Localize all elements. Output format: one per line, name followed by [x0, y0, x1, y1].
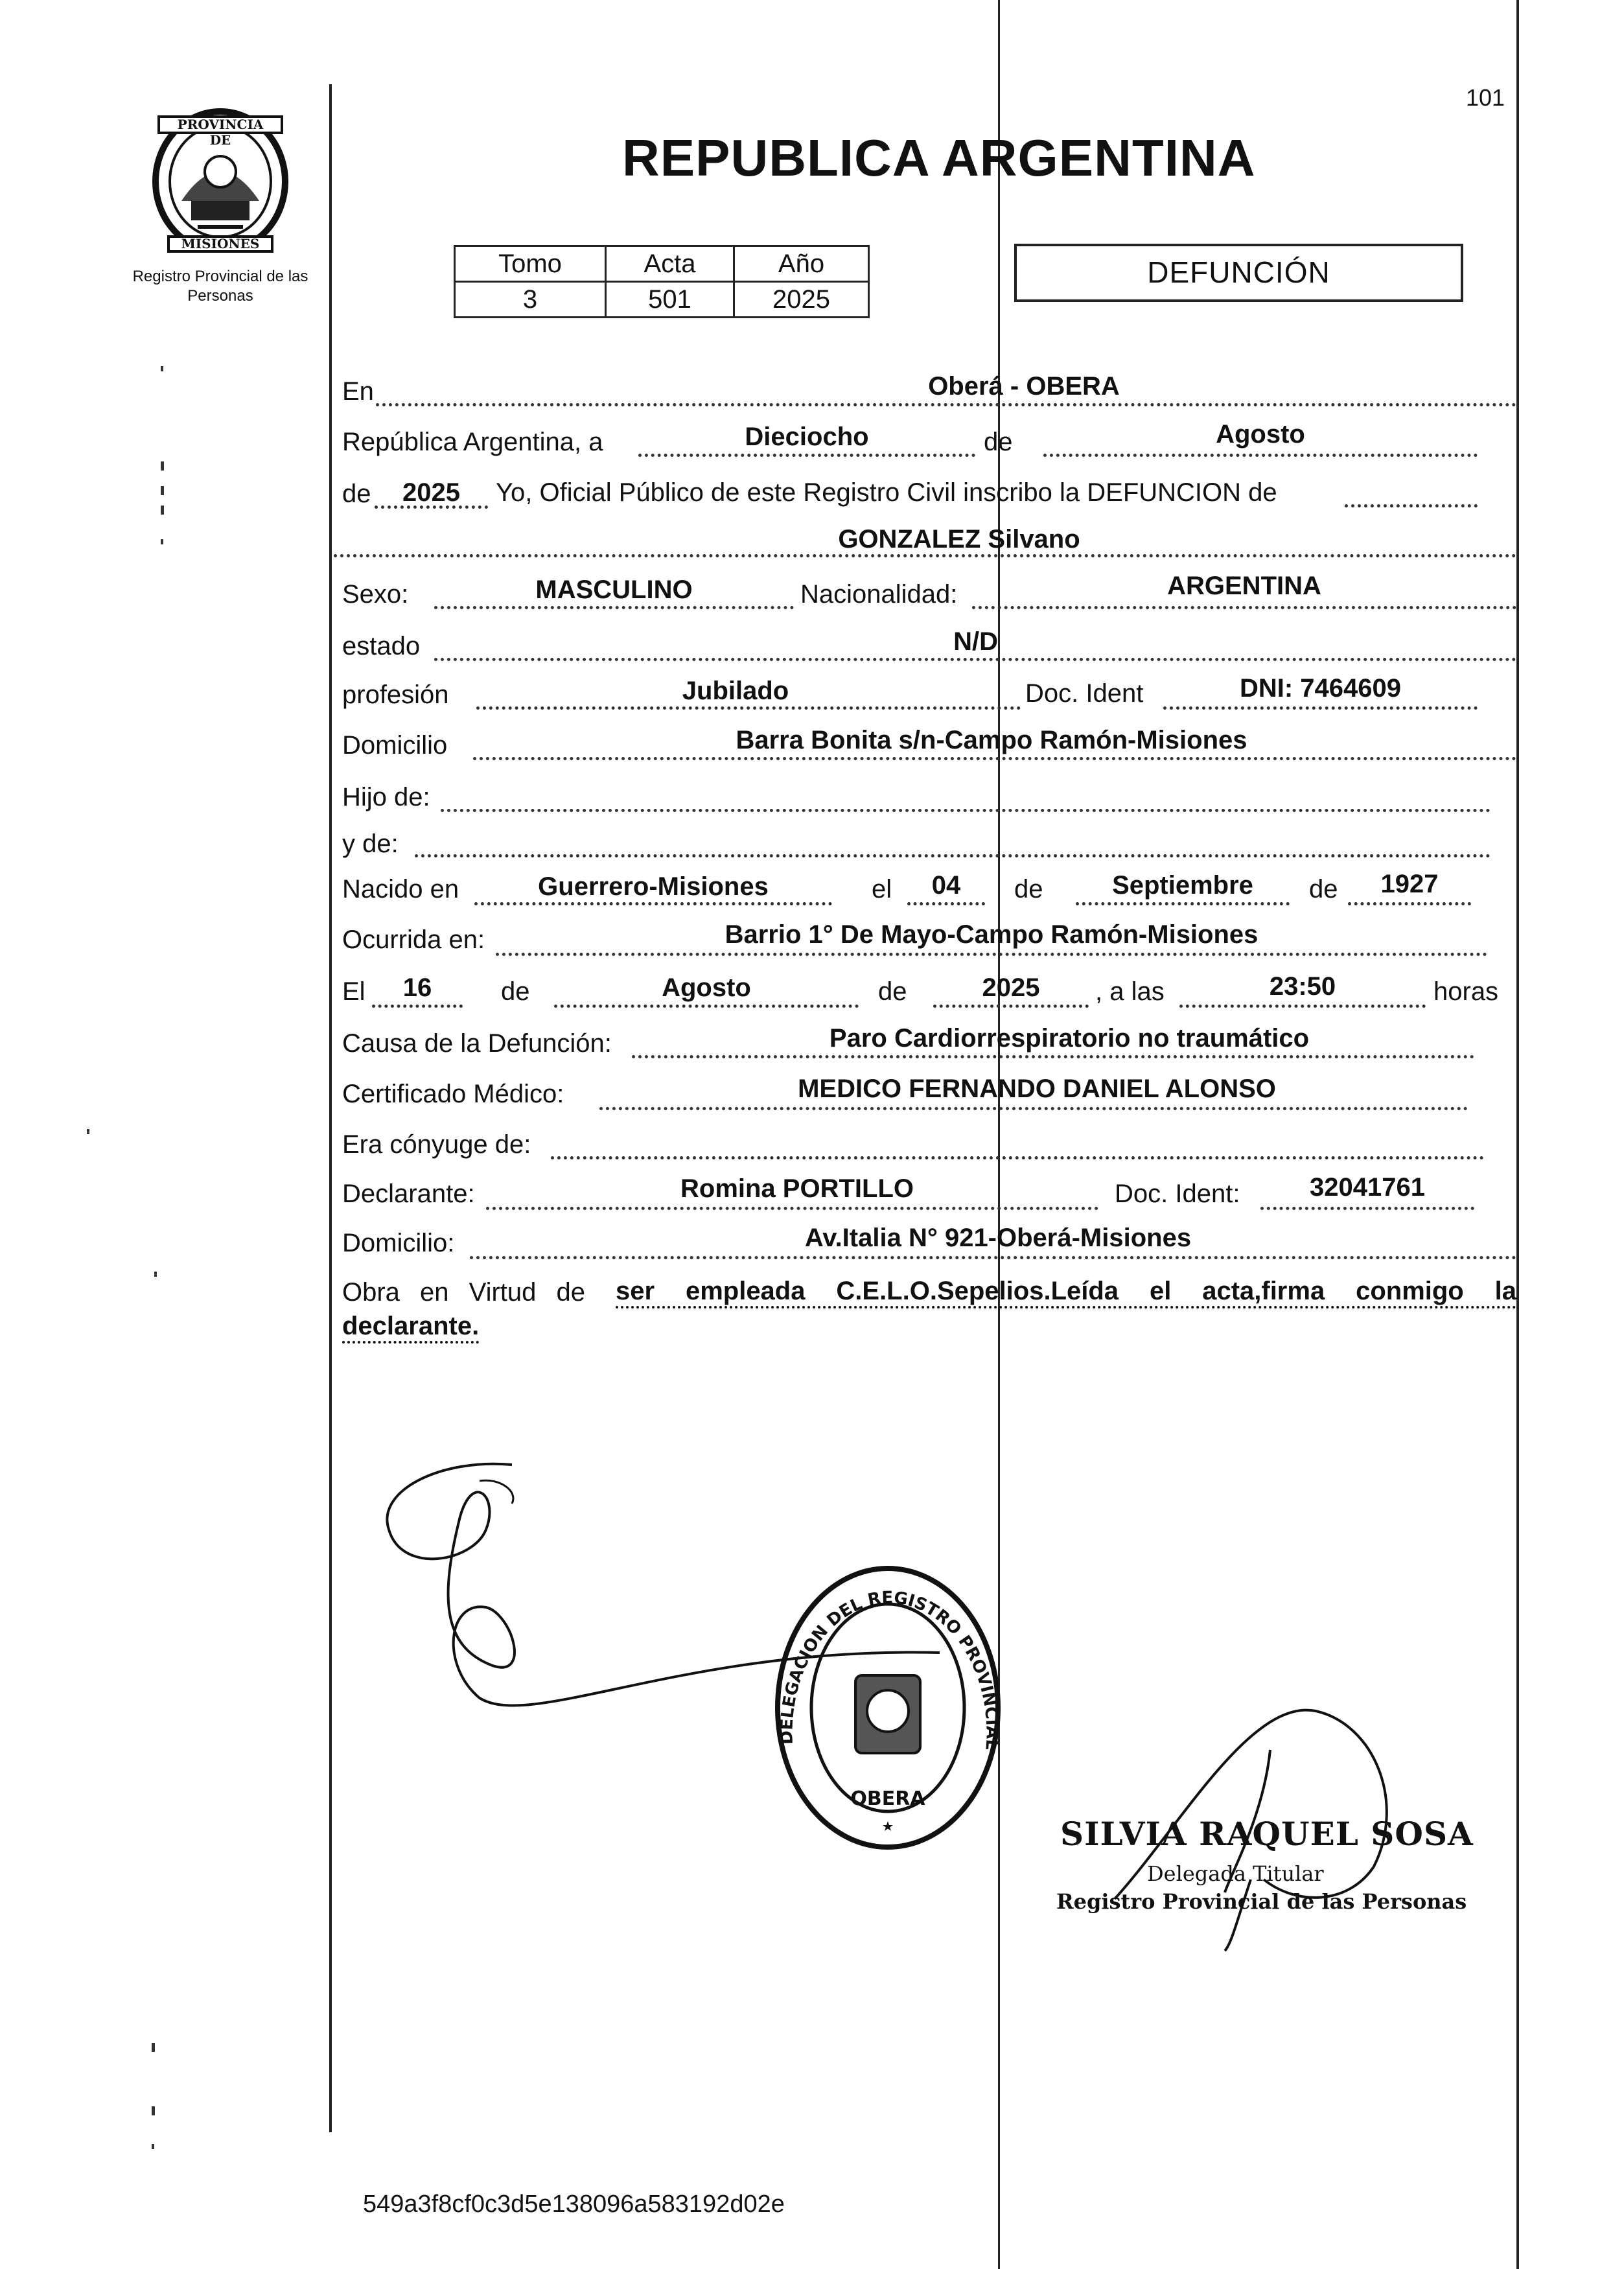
- domicilio-value: Barra Bonita s/n-Campo Ramón-Misiones: [736, 726, 1247, 754]
- declarante-label: Declarante:: [342, 1180, 475, 1208]
- hijo-label: Hijo de:: [342, 783, 430, 811]
- nacido-label: Nacido en: [342, 875, 459, 903]
- nacido-de1-label: de: [1014, 875, 1043, 903]
- estado-value: N/D: [953, 627, 998, 656]
- de2-label: de: [342, 480, 371, 508]
- muerte-hora-dotted-line: [1179, 1005, 1426, 1008]
- registry-value-tomo: 3: [455, 282, 606, 318]
- sexo-label: Sexo:: [342, 580, 409, 609]
- scan-mark: [152, 2144, 154, 2149]
- logo-caption: Registro Provincial de las Personas: [132, 268, 308, 305]
- registry-header-tomo: Tomo: [455, 246, 606, 282]
- deceased-name: GONZALEZ Silvano: [838, 525, 1080, 553]
- province-logo: [146, 104, 295, 253]
- inscribo-text: Yo, Oficial Público de este Registro Civil inscribo la DEFUNCION de: [496, 478, 1277, 507]
- conyuge-dotted-line: [551, 1156, 1484, 1159]
- registry-value-anio: 2025: [734, 282, 869, 318]
- el2-label: El: [342, 977, 365, 1006]
- domicilio2-value: Av.Italia N° 921-Oberá-Misiones: [804, 1224, 1192, 1252]
- muerte-de2-label: de: [878, 977, 907, 1006]
- nacido-mes-dotted-line: [1076, 902, 1290, 905]
- obra-value-line2-text: declarante.: [342, 1312, 480, 1340]
- nacido-mes-value: Septiembre: [1112, 871, 1253, 900]
- muerte-mes-value: Agosto: [662, 973, 751, 1002]
- profesion-value: Jubilado: [682, 677, 789, 705]
- registrar-org: Registro Provincial de las Personas: [1056, 1889, 1467, 1914]
- registry-stamp-icon: [771, 1562, 1004, 1854]
- year-value: 2025: [402, 478, 460, 507]
- alas-label: , a las: [1095, 977, 1165, 1006]
- causa-label: Causa de la Defunción:: [342, 1029, 612, 1058]
- muerte-mes-dotted-line: [554, 1005, 859, 1008]
- official-stamp: [771, 1562, 1004, 1854]
- scan-mark: [152, 2106, 155, 2115]
- month-value: Agosto: [1216, 420, 1305, 448]
- registry-table: [454, 245, 870, 318]
- nacido-de2-label: de: [1309, 875, 1338, 903]
- en-dotted-line: [376, 403, 1516, 406]
- declarante-value: Romina PORTILLO: [680, 1174, 914, 1203]
- doc-ident2-dotted-line: [1260, 1207, 1474, 1210]
- sexo-dotted-line: [434, 606, 794, 609]
- nacido-anio-dotted-line: [1348, 902, 1471, 905]
- ocurrida-value: Barrio 1° De Mayo-Campo Ramón-Misiones: [725, 920, 1259, 949]
- causa-value: Paro Cardiorrespiratorio no traumático: [829, 1024, 1310, 1053]
- registry-value-acta: 501: [606, 282, 734, 318]
- doc-ident2-label: Doc. Ident:: [1115, 1180, 1240, 1208]
- yde-label: y de:: [342, 830, 399, 858]
- estado-dotted-line: [434, 658, 1516, 661]
- muerte-anio-value: 2025: [982, 973, 1040, 1002]
- scan-mark: [161, 366, 163, 371]
- nacido-anio-value: 1927: [1380, 870, 1439, 898]
- month-dotted-line: [1043, 454, 1478, 457]
- document-hash: 549a3f8cf0c3d5e138096a583192d02e: [363, 2191, 785, 2218]
- day-dotted-line: [638, 454, 975, 457]
- stamp-city: OBERA: [850, 1787, 925, 1810]
- obra-value-line2: [342, 1312, 479, 1341]
- profesion-label: profesión: [342, 681, 449, 709]
- hijo-dotted-line: [441, 809, 1491, 812]
- scan-mark: [154, 1272, 157, 1277]
- obra-value-line1: [616, 1277, 1516, 1306]
- declarante-dotted-line: [486, 1207, 1098, 1210]
- doc-ident2-value: 32041761: [1310, 1173, 1425, 1202]
- scan-mark: [87, 1129, 89, 1134]
- logo-bottom-text: MISIONES: [181, 236, 260, 251]
- center-fold-line: [998, 0, 1000, 2269]
- stamp-ring-text: DELEGACION DEL REGISTRO PROVINCIAL: [777, 1588, 1002, 1751]
- logo-top-text: PROVINCIA DE: [177, 117, 264, 148]
- domicilio-label: Domicilio: [342, 731, 448, 760]
- domicilio2-label: Domicilio:: [342, 1229, 455, 1257]
- republica-label: República Argentina, a: [342, 428, 603, 456]
- registrar-name: SILVIA RAQUEL SOSA: [1060, 1815, 1474, 1853]
- en-label: En: [342, 377, 374, 406]
- nacionalidad-label: Nacionalidad:: [800, 580, 958, 609]
- conyuge-label: Era cónyuge de:: [342, 1130, 531, 1159]
- page-number: 101: [1466, 84, 1505, 111]
- scan-mark: [161, 506, 164, 515]
- right-margin-line: [1516, 0, 1519, 2269]
- muerte-de1-label: de: [501, 977, 530, 1006]
- doc-ident-dotted-line: [1163, 706, 1478, 710]
- domicilio2-dotted-line: [470, 1256, 1516, 1259]
- nacido-lugar-value: Guerrero-Misiones: [538, 872, 769, 901]
- estado-label: estado: [342, 632, 421, 660]
- ocurrida-label: Ocurrida en:: [342, 925, 485, 954]
- doc-ident-label: Doc. Ident: [1025, 679, 1144, 708]
- page-title: REPUBLICA ARGENTINA: [622, 129, 1256, 187]
- sexo-value: MASCULINO: [535, 576, 693, 604]
- de-label: de: [984, 428, 1013, 456]
- muerte-anio-dotted-line: [933, 1005, 1089, 1008]
- muerte-hora-value: 23:50: [1269, 972, 1336, 1001]
- nacido-dia-dotted-line: [907, 902, 985, 905]
- horas-label: horas: [1433, 977, 1499, 1006]
- scan-mark: [152, 2043, 155, 2052]
- causa-dotted-line: [632, 1055, 1474, 1058]
- registrar-role: Delegada Titular: [1147, 1861, 1324, 1886]
- inscribo-dotted-line: [1345, 504, 1478, 507]
- ocurrida-dotted-line: [496, 953, 1487, 956]
- scan-mark: [161, 461, 164, 471]
- left-margin-line: [329, 84, 332, 2132]
- registry-header-anio: Año: [734, 246, 869, 282]
- muerte-dia-dotted-line: [372, 1005, 463, 1008]
- certificado-label: Certificado Médico:: [342, 1080, 564, 1108]
- doc-ident-value: DNI: 7464609: [1239, 674, 1402, 703]
- domicilio-dotted-line: [473, 757, 1516, 760]
- nacionalidad-value: ARGENTINA: [1167, 572, 1321, 600]
- deceased-dotted-line: [334, 554, 1516, 557]
- nacido-el-label: el: [872, 875, 892, 903]
- act-type-box: DEFUNCIÓN: [1014, 244, 1463, 302]
- en-value: Oberá - OBERA: [928, 372, 1120, 401]
- obra-label: Obra en Virtud de: [342, 1278, 586, 1307]
- certificado-value: MEDICO FERNANDO DANIEL ALONSO: [798, 1075, 1276, 1103]
- registry-header-acta: Acta: [606, 246, 734, 282]
- muerte-dia-value: 16: [402, 973, 432, 1002]
- scan-mark: [161, 539, 163, 544]
- nacionalidad-dotted-line: [972, 606, 1516, 609]
- profesion-dotted-line: [476, 706, 1021, 710]
- nacido-lugar-dotted-line: [474, 902, 832, 905]
- nacido-dia-value: 04: [931, 871, 961, 900]
- certificado-dotted-line: [599, 1107, 1468, 1110]
- yde-dotted-line: [415, 854, 1491, 857]
- obra-value-line1-text: ser empleada C.E.L.O.Sepelios.Leída el acta,firma conmigo la: [616, 1277, 1516, 1305]
- day-words-value: Dieciocho: [745, 423, 869, 451]
- scan-mark: [161, 486, 164, 495]
